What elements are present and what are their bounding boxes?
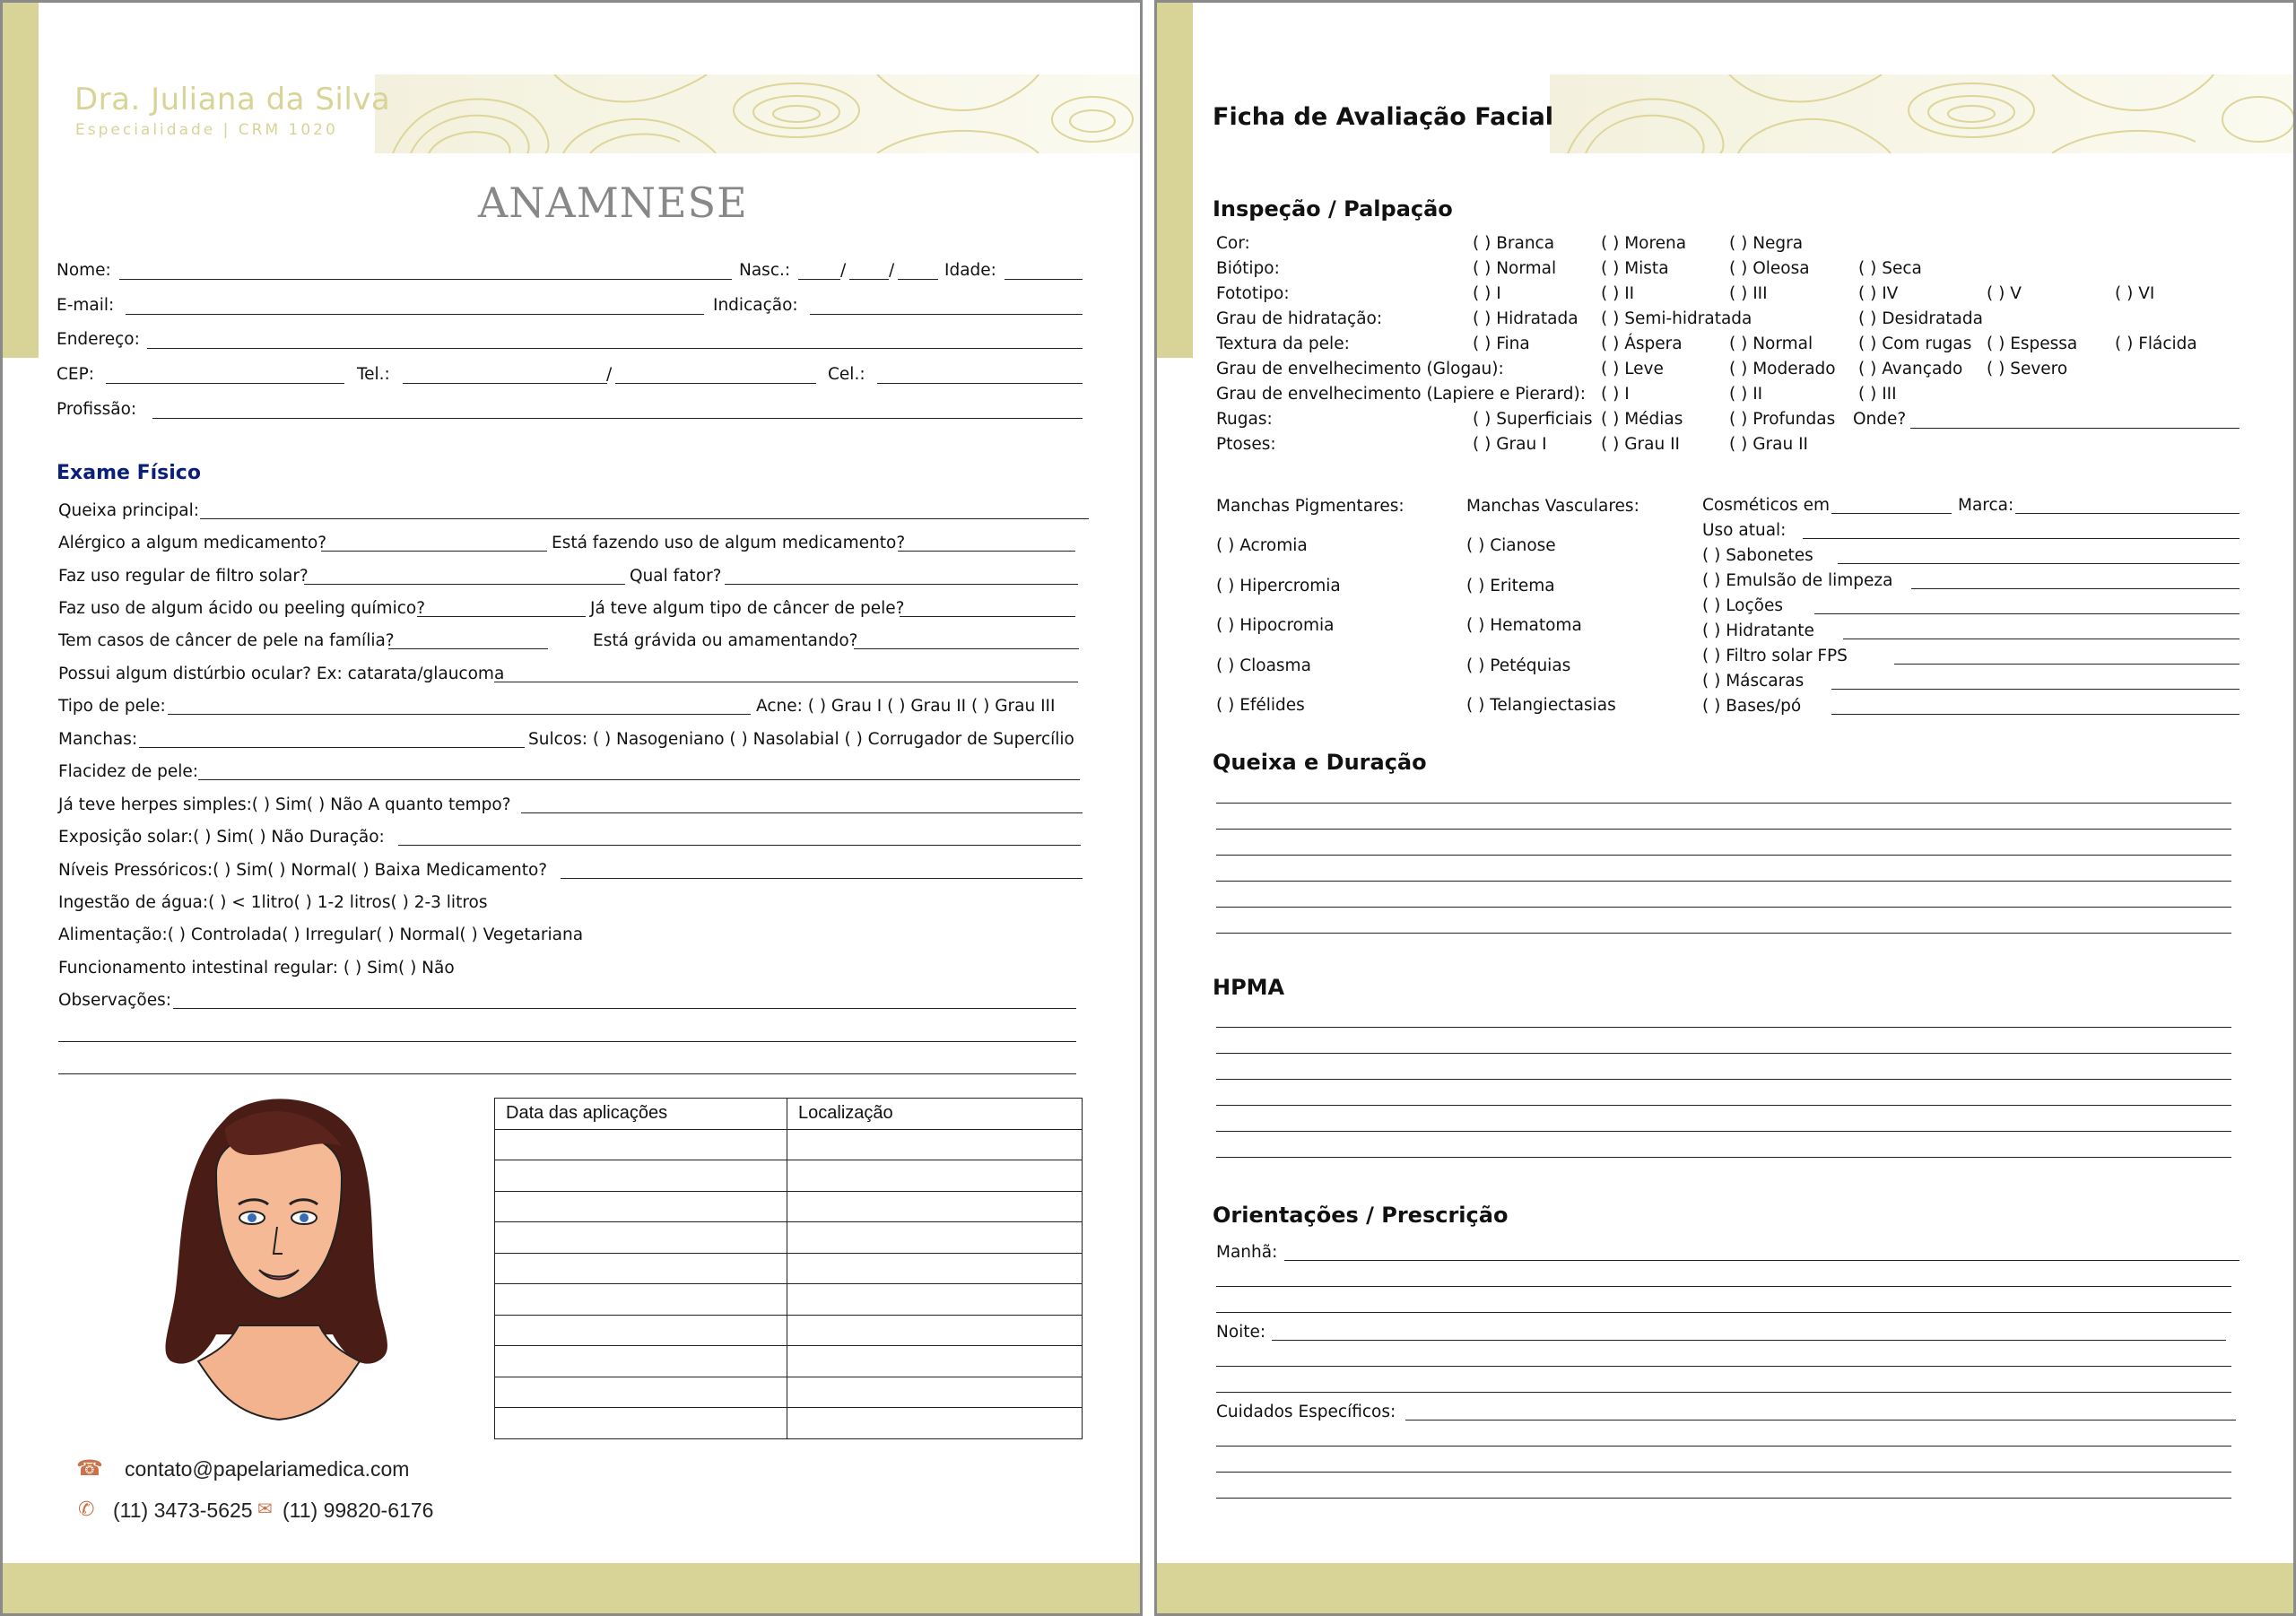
vasc-hematoma[interactable]: ( ) Hematoma (1466, 616, 1582, 635)
table-row[interactable] (495, 1222, 1083, 1254)
cosm-mascaras[interactable]: ( ) Máscaras (1702, 672, 1805, 691)
label-profissao: Profissão: (57, 400, 137, 419)
col-data-aplicacoes: Data das aplicações (495, 1099, 787, 1130)
accent-side-bar (1157, 3, 1193, 358)
cancer-field[interactable] (900, 616, 1075, 617)
hpma-line-5[interactable] (1216, 1131, 2231, 1132)
fototipo-6[interactable]: ( ) VI (2115, 284, 2155, 303)
label-cosmeticos-em: Cosméticos em (1702, 496, 1831, 515)
biotipo-oleosa[interactable]: ( ) Oleosa (1729, 259, 1810, 278)
label-marca: Marca: (1958, 496, 2014, 515)
label-cel: Cel.: (828, 365, 865, 384)
observacoes-line-1[interactable] (173, 1008, 1076, 1009)
textura-com-rugas[interactable]: ( ) Com rugas (1858, 334, 1972, 353)
accent-bottom-bar (1157, 1563, 2293, 1613)
queixa-duracao-heading: Queixa e Duração (1213, 750, 1427, 775)
tel-ddd-field[interactable] (403, 383, 607, 384)
label-queixa: Queixa principal: (58, 501, 199, 520)
queixa-line-6[interactable] (1216, 933, 2231, 934)
label-cep: CEP: (57, 365, 94, 384)
hpma-line-6[interactable] (1216, 1157, 2231, 1158)
cosm-bases[interactable]: ( ) Bases/pó (1702, 697, 1802, 716)
emulsao-field[interactable] (1911, 588, 2239, 589)
acido-field[interactable] (417, 616, 586, 617)
table-row[interactable] (495, 1160, 1083, 1192)
table-row[interactable] (495, 1408, 1083, 1439)
acne-options[interactable]: Acne: ( ) Grau I ( ) Grau II ( ) Grau III (756, 697, 1056, 716)
label-disturbio: Possui algum distúrbio ocular? Ex: catarata/glaucoma (58, 665, 505, 683)
slash-tel: / (606, 365, 613, 384)
contact-phone[interactable]: (11) 99820-6176 (283, 1499, 434, 1522)
fototipo-4[interactable]: ( ) IV (1858, 284, 1899, 303)
slash-2: / (889, 261, 895, 280)
label-lapiere: Grau de envelhecimento (Lapiere e Pierard): (1216, 385, 1587, 404)
table-row[interactable] (495, 1315, 1083, 1346)
cuidados-line-4[interactable] (1216, 1498, 2231, 1499)
mascaras-field[interactable] (1831, 689, 2239, 690)
header-pattern (375, 74, 1142, 153)
label-ptoses: Ptoses: (1216, 435, 1276, 454)
cosm-sabonetes[interactable]: ( ) Sabonetes (1702, 546, 1813, 565)
label-alergico: Alérgico a algum medicamento? (58, 534, 327, 552)
textura-fina[interactable]: ( ) Fina (1473, 334, 1530, 353)
contact-email[interactable]: contato@papelariamedica.com (125, 1457, 410, 1481)
label-nasc: Nasc.: (739, 261, 791, 280)
manha-line-3[interactable] (1216, 1312, 2231, 1313)
label-uso-med: Está fazendo uso de algum medicamento? (552, 534, 906, 552)
herpes-options[interactable]: Já teve herpes simples:( ) Sim( ) Não A quanto tempo? (58, 795, 511, 814)
label-uso-atual: Uso atual: (1702, 521, 1787, 540)
accent-bottom-bar (3, 1563, 1140, 1613)
sulcos-options[interactable]: Sulcos: ( ) Nasogeniano ( ) Nasolabial ( ) Corrugador de Supercílio (528, 730, 1074, 749)
manchas-pigmentares-heading: Manchas Pigmentares: (1216, 497, 1405, 516)
table-row[interactable] (495, 1191, 1083, 1222)
label-flacidez: Flacidez de pele: (58, 762, 199, 781)
herpes-tempo-field[interactable] (521, 812, 1083, 813)
label-idade: Idade: (944, 261, 996, 280)
lapiere-1[interactable]: ( ) I (1601, 385, 1630, 404)
ptoses-grau-2b[interactable]: ( ) Grau II (1729, 435, 1808, 454)
observacoes-line-3[interactable] (58, 1073, 1076, 1074)
label-gravida: Está grávida ou amamentando? (593, 631, 858, 650)
pig-hipocromia[interactable]: ( ) Hipocromia (1216, 616, 1335, 635)
cuidados-line-2[interactable] (1216, 1446, 2231, 1447)
tel-field[interactable] (615, 383, 816, 384)
agua-options[interactable]: Ingestão de água:( ) < 1litro( ) 1-2 litros( ) 2-3 litros (58, 893, 488, 912)
glogau-leve[interactable]: ( ) Leve (1601, 360, 1664, 378)
queixa-line-2[interactable] (1216, 829, 2231, 830)
lapiere-3[interactable]: ( ) III (1858, 385, 1897, 404)
label-onde: Onde? (1853, 410, 1907, 429)
hpma-line-2[interactable] (1216, 1053, 2231, 1054)
textura-flacida[interactable]: ( ) Flácida (2115, 334, 2197, 353)
vasc-cianose[interactable]: ( ) Cianose (1466, 536, 1556, 555)
cancer-familia-field[interactable] (388, 648, 548, 649)
cor-branca[interactable]: ( ) Branca (1473, 234, 1555, 253)
nome-field[interactable] (119, 279, 732, 280)
orientacoes-heading: Orientações / Prescrição (1213, 1203, 1509, 1228)
filtro-field[interactable] (304, 584, 625, 585)
intestinal-options[interactable]: Funcionamento intestinal regular: ( ) Sim( ) Não (58, 959, 455, 977)
label-email: E-mail: (57, 296, 115, 315)
label-fototipo: Fototipo: (1216, 284, 1290, 303)
profissao-field[interactable] (152, 418, 1083, 419)
alimentacao-options[interactable]: Alimentação:( ) Controlada( ) Irregular( ) Normal( ) Vegetariana (58, 925, 584, 944)
hpma-line-1[interactable] (1216, 1027, 2231, 1028)
queixa-field[interactable] (200, 518, 1089, 519)
nasc-year-field[interactable] (898, 279, 938, 280)
noite-line-2[interactable] (1216, 1366, 2231, 1367)
uso-atual-field[interactable] (1803, 538, 2239, 539)
biotipo-mista[interactable]: ( ) Mista (1601, 259, 1669, 278)
doctor-specialty: Especialidade | CRM 1020 (75, 121, 338, 139)
contact-whatsapp[interactable]: (11) 3473-5625 (113, 1499, 253, 1522)
accent-side-bar (3, 3, 39, 358)
lapiere-2[interactable]: ( ) II (1729, 385, 1763, 404)
mail-icon: ✉ (257, 1499, 273, 1519)
vasc-telangiectasias[interactable]: ( ) Telangiectasias (1466, 696, 1616, 715)
hidratacao-desidratada[interactable]: ( ) Desidratada (1858, 309, 1983, 328)
manha-line-1[interactable] (1284, 1260, 2239, 1261)
label-tipo-pele: Tipo de pele: (58, 697, 166, 716)
sabonetes-field[interactable] (1838, 563, 2239, 564)
label-observacoes: Observações: (58, 991, 171, 1010)
label-cancer: Já teve algum tipo de câncer de pele? (590, 599, 905, 618)
label-rugas: Rugas: (1216, 410, 1273, 429)
col-localizacao: Localização (787, 1099, 1083, 1130)
ptoses-grau-1[interactable]: ( ) Grau I (1473, 435, 1547, 454)
whatsapp-icon: ✆ (78, 1498, 95, 1520)
gravida-field[interactable] (854, 648, 1079, 649)
label-filtro: Faz uso regular de filtro solar? (58, 567, 309, 586)
rugas-onde-field[interactable] (1910, 428, 2239, 429)
pressoricos-options[interactable]: Níveis Pressóricos:( ) Sim( ) Normal( ) Baixa Medicamento? (58, 861, 548, 880)
noite-line-1[interactable] (1272, 1340, 2226, 1341)
cuidados-line-1[interactable] (1405, 1420, 2236, 1421)
ptoses-grau-2[interactable]: ( ) Grau II (1601, 435, 1680, 454)
label-manha: Manhã: (1216, 1243, 1278, 1262)
biotipo-normal[interactable]: ( ) Normal (1473, 259, 1557, 278)
cosm-locoes[interactable]: ( ) Loções (1702, 596, 1784, 615)
alergico-field[interactable] (321, 551, 547, 552)
label-indicacao: Indicação: (713, 296, 798, 315)
noite-line-3[interactable] (1216, 1392, 2231, 1393)
cep-field[interactable] (106, 383, 344, 384)
label-cor: Cor: (1216, 234, 1250, 253)
label-cuidados: Cuidados Específicos: (1216, 1403, 1396, 1421)
indicacao-field[interactable] (810, 314, 1083, 315)
cosm-hidratante[interactable]: ( ) Hidratante (1702, 621, 1814, 640)
label-cancer-familia: Tem casos de câncer de pele na família? (58, 631, 395, 650)
manha-line-2[interactable] (1216, 1286, 2231, 1287)
hpma-line-4[interactable] (1216, 1105, 2231, 1106)
label-manchas: Manchas: (58, 730, 138, 749)
cuidados-line-3[interactable] (1216, 1472, 2231, 1473)
cel-field[interactable] (877, 383, 1083, 384)
tipo-pele-field[interactable] (168, 714, 751, 715)
header-pattern (1550, 74, 2296, 153)
filtro-fps-field[interactable] (1894, 664, 2239, 665)
queixa-line-5[interactable] (1216, 907, 2231, 908)
manchas-vasculares-heading: Manchas Vasculares: (1466, 497, 1639, 516)
label-hidratacao: Grau de hidratação: (1216, 309, 1383, 328)
idade-field[interactable] (1004, 279, 1083, 280)
inspecao-heading: Inspeção / Palpação (1213, 196, 1453, 222)
table-row[interactable] (495, 1129, 1083, 1160)
label-noite: Noite: (1216, 1323, 1266, 1342)
email-field[interactable] (126, 314, 704, 315)
textura-aspera[interactable]: ( ) Áspera (1601, 334, 1683, 353)
fototipo-3[interactable]: ( ) III (1729, 284, 1768, 303)
label-acido: Faz uso de algum ácido ou peeling químico? (58, 599, 426, 618)
locoes-field[interactable] (1814, 613, 2239, 614)
hidratacao-semi[interactable]: ( ) Semi-hidratada (1601, 309, 1752, 328)
uso-med-field[interactable] (898, 551, 1075, 552)
rugas-profundas[interactable]: ( ) Profundas (1729, 410, 1836, 429)
ficha-avaliacao-page (1154, 0, 2296, 1616)
pig-efelides[interactable]: ( ) Efélides (1216, 696, 1305, 715)
marca-field[interactable] (2015, 513, 2239, 514)
nasc-day-field[interactable] (798, 279, 840, 280)
rugas-superficiais[interactable]: ( ) Superficiais (1473, 410, 1593, 429)
exposicao-options[interactable]: Exposição solar:( ) Sim( ) Não Duração: (58, 828, 385, 847)
rugas-medias[interactable]: ( ) Médias (1601, 410, 1683, 429)
table-row[interactable] (495, 1284, 1083, 1316)
exame-fisico-heading: Exame Físico (57, 462, 201, 484)
applications-table (494, 1098, 1083, 1439)
flacidez-field[interactable] (198, 779, 1080, 780)
exposicao-duracao-field[interactable] (398, 845, 1081, 846)
doctor-name: Dra. Juliana da Silva (74, 82, 391, 117)
queixa-line-3[interactable] (1216, 855, 2231, 856)
vasc-eritema[interactable]: ( ) Eritema (1466, 577, 1555, 595)
label-glogau: Grau de envelhecimento (Glogau): (1216, 360, 1504, 378)
anamnese-page (0, 0, 1143, 1616)
table-row[interactable] (495, 1377, 1083, 1408)
cosm-emulsao[interactable]: ( ) Emulsão de limpeza (1702, 571, 1893, 590)
page-title: ANAMNESE (478, 178, 748, 227)
glogau-severo[interactable]: ( ) Severo (1987, 360, 2068, 378)
nasc-month-field[interactable] (849, 279, 889, 280)
cor-morena[interactable]: ( ) Morena (1601, 234, 1687, 253)
table-row[interactable] (495, 1253, 1083, 1284)
textura-normal[interactable]: ( ) Normal (1729, 334, 1813, 353)
queixa-line-1[interactable] (1216, 803, 2231, 804)
label-tel: Tel.: (357, 365, 390, 384)
hidratacao-hidratada[interactable]: ( ) Hidratada (1473, 309, 1578, 328)
pig-cloasma[interactable]: ( ) Cloasma (1216, 656, 1311, 675)
label-biotipo: Biótipo: (1216, 259, 1280, 278)
cor-negra[interactable]: ( ) Negra (1729, 234, 1804, 253)
hpma-heading: HPMA (1213, 975, 1285, 1000)
label-qual-fator: Qual fator? (630, 567, 722, 586)
pig-hipercromia[interactable]: ( ) Hipercromia (1216, 577, 1341, 595)
table-row[interactable] (495, 1346, 1083, 1377)
observacoes-line-2[interactable] (58, 1041, 1076, 1042)
manchas-field[interactable] (139, 747, 525, 748)
textura-espessa[interactable]: ( ) Espessa (1987, 334, 2078, 353)
endereco-field[interactable] (147, 348, 1083, 349)
glogau-moderado[interactable]: ( ) Moderado (1729, 360, 1836, 378)
qual-fator-field[interactable] (725, 584, 1078, 585)
form-title: Ficha de Avaliação Facial (1213, 103, 1554, 131)
biotipo-seca[interactable]: ( ) Seca (1858, 259, 1922, 278)
fototipo-2[interactable]: ( ) II (1601, 284, 1635, 303)
queixa-line-4[interactable] (1216, 881, 2231, 882)
cosm-filtro[interactable]: ( ) Filtro solar FPS (1702, 647, 1848, 665)
label-nome: Nome: (57, 261, 111, 280)
vasc-petequias[interactable]: ( ) Petéquias (1466, 656, 1571, 675)
medicamento-field[interactable] (561, 878, 1083, 879)
glogau-avancado[interactable]: ( ) Avançado (1858, 360, 1963, 378)
bases-field[interactable] (1831, 714, 2239, 715)
fototipo-1[interactable]: ( ) I (1473, 284, 1501, 303)
face-illustration (162, 1092, 396, 1424)
cosmeticos-em-field[interactable] (1831, 513, 1952, 514)
hpma-line-3[interactable] (1216, 1079, 2231, 1080)
pig-acromia[interactable]: ( ) Acromia (1216, 536, 1308, 555)
label-textura: Textura da pele: (1216, 334, 1350, 353)
slash-1: / (840, 261, 847, 280)
label-endereco: Endereço: (57, 330, 140, 349)
fototipo-5[interactable]: ( ) V (1987, 284, 2022, 303)
phone-icon: ☎ (76, 1456, 103, 1481)
